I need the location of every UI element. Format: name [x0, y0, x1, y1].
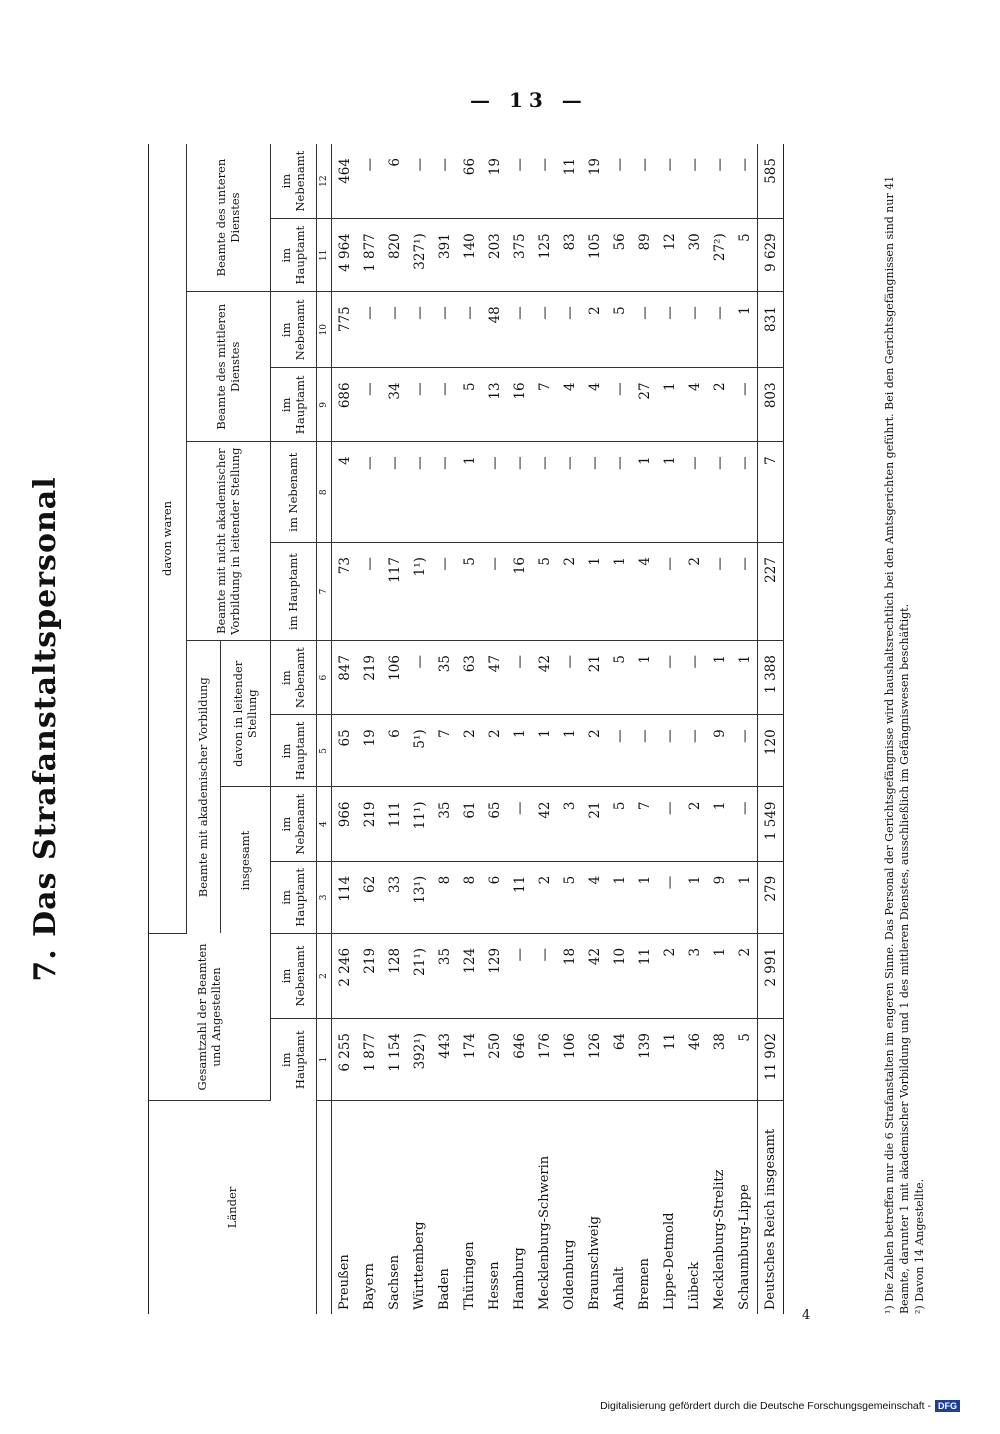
table-row	[532, 144, 557, 1314]
table-cell: 33	[382, 861, 407, 933]
table-cell: 48	[482, 292, 507, 368]
table-cell: —	[682, 144, 707, 219]
col-header-hauptamt: im Hauptamt	[271, 543, 317, 641]
table-cell: 27	[632, 368, 657, 442]
col-number: 12	[317, 144, 332, 219]
table-cell: 11¹)	[407, 787, 432, 861]
table-cell: 775	[332, 292, 358, 368]
table-cell: 1	[732, 861, 758, 933]
land-name: Baden	[437, 1268, 452, 1310]
table-cell: 117	[382, 543, 407, 641]
table-cell: 128	[382, 933, 407, 1018]
land-name: Württemberg	[412, 1221, 427, 1310]
col-header-nebenamt: im Nebenamt	[271, 787, 317, 861]
table-cell: 16	[507, 368, 532, 442]
land-name: Mecklenburg-Schwerin	[537, 1155, 552, 1310]
table-cell: —	[682, 641, 707, 715]
table-cell: 646	[507, 1018, 532, 1100]
table-cell: 42	[532, 641, 557, 715]
table-cell: 1 877	[357, 219, 382, 292]
table-cell: —	[482, 543, 507, 641]
table-cell: 7	[432, 715, 457, 787]
col-header-hauptamt: im Hauptamt	[271, 219, 317, 292]
dfg-logo: DFG	[935, 1400, 960, 1412]
col-number: 9	[317, 368, 332, 442]
table-cell: —	[432, 442, 457, 543]
table-cell: 1	[632, 641, 657, 715]
table-cell: 1	[607, 543, 632, 641]
table-row	[707, 144, 732, 1314]
table-cell: 1	[657, 442, 682, 543]
table-cell: —	[707, 144, 732, 219]
table-row	[582, 144, 607, 1314]
col-header-insgesamt: insgesamt	[221, 787, 271, 933]
table-cell: 21	[582, 787, 607, 861]
table-cell: 820	[382, 219, 407, 292]
table-cell: 11	[632, 933, 657, 1018]
table-cell: —	[407, 292, 432, 368]
table-cell: 124	[457, 933, 482, 1018]
table-cell: —	[682, 442, 707, 543]
table-cell: 38	[707, 1018, 732, 1100]
table-cell: 47	[482, 641, 507, 715]
table-cell: 11	[507, 861, 532, 933]
table-cell: 1¹)	[407, 543, 432, 641]
table-cell: 5	[732, 219, 758, 292]
table-cell: 4	[557, 368, 582, 442]
table-cell: 56	[607, 219, 632, 292]
table-cell: —	[357, 543, 382, 641]
col-header-hauptamt: im Hauptamt	[271, 861, 317, 933]
table-cell: 114	[332, 861, 358, 933]
table-cell: —	[532, 144, 557, 219]
table-cell: —	[557, 292, 582, 368]
table-cell: 19	[482, 144, 507, 219]
table-cell: —	[657, 641, 682, 715]
col-header-nebenamt: im Nebenamt	[271, 292, 317, 368]
land-name: Deutsches Reich insgesamt	[758, 1101, 784, 1315]
land-name: Mecklenburg-Strelitz	[712, 1169, 727, 1310]
table-cell: 61	[457, 787, 482, 861]
table-cell: 62	[357, 861, 382, 933]
table-cell: 585	[758, 144, 784, 219]
table-cell: 4 964	[332, 219, 358, 292]
table-cell: 7	[632, 787, 657, 861]
table-cell: 106	[557, 1018, 582, 1100]
table-cell: 1	[707, 933, 732, 1018]
table-cell: 21¹)	[407, 933, 432, 1018]
table-cell: 1	[707, 641, 732, 715]
col-number: 5	[317, 715, 332, 787]
land-name: Bayern	[362, 1263, 377, 1310]
table-cell: 13¹)	[407, 861, 432, 933]
table-cell: 106	[382, 641, 407, 715]
table-cell: 42	[582, 933, 607, 1018]
table-cell: —	[457, 292, 482, 368]
table-cell: 375	[507, 219, 532, 292]
table-cell: 3	[557, 787, 582, 861]
table-cell: —	[507, 144, 532, 219]
personnel-table	[148, 144, 784, 1314]
col-number: 6	[317, 641, 332, 715]
table-cell: 219	[357, 787, 382, 861]
table-cell: 686	[332, 368, 358, 442]
table-cell: 1	[732, 292, 758, 368]
table-cell: 19	[357, 715, 382, 787]
col-header-nicht-akad: Beamte mit nicht akademischer Vorbildung in leitender Stellung	[187, 442, 271, 641]
table-cell: 3	[682, 933, 707, 1018]
table-cell: 16	[507, 543, 532, 641]
table-cell: 4	[632, 543, 657, 641]
table-cell: 2	[657, 933, 682, 1018]
table-cell: —	[482, 442, 507, 543]
table-cell: —	[657, 715, 682, 787]
table-cell: 203	[482, 219, 507, 292]
table-cell: 464	[332, 144, 358, 219]
table-cell: 2	[532, 861, 557, 933]
table-cell: 1 877	[357, 1018, 382, 1100]
col-header-untere: Beamte des unteren Dienstes	[187, 144, 271, 292]
table-cell: —	[557, 442, 582, 543]
page-number-left: 4	[802, 1308, 811, 1323]
land-name: Lippe-Detmold	[662, 1212, 677, 1310]
footnotes	[883, 144, 928, 1314]
table-cell: 5	[607, 641, 632, 715]
table-cell: —	[682, 292, 707, 368]
col-number: 2	[317, 933, 332, 1018]
table-cell: —	[382, 292, 407, 368]
table-cell: 219	[357, 641, 382, 715]
table-cell: 5¹)	[407, 715, 432, 787]
table-cell: 105	[582, 219, 607, 292]
table-row	[332, 144, 358, 1314]
col-number: 3	[317, 861, 332, 933]
land-name: Schaumburg-Lippe	[737, 1184, 752, 1310]
table-cell: 63	[457, 641, 482, 715]
table-cell: 2	[582, 292, 607, 368]
table-cell: 5	[457, 543, 482, 641]
table-cell: 1 154	[382, 1018, 407, 1100]
table-cell: 11	[657, 1018, 682, 1100]
table-cell: —	[507, 292, 532, 368]
col-number: 10	[317, 292, 332, 368]
col-header-gesamtzahl: Gesamtzahl der Beamten und Angestellten	[149, 933, 271, 1100]
table-row	[657, 144, 682, 1314]
table-cell: 27²)	[707, 219, 732, 292]
table-row	[432, 144, 457, 1314]
table-cell: —	[657, 144, 682, 219]
land-name: Braunschweig	[587, 1216, 602, 1310]
table-cell: 129	[482, 933, 507, 1018]
table-cell: 250	[482, 1018, 507, 1100]
col-header-laender: Länder	[149, 1101, 317, 1315]
table-cell: 4	[682, 368, 707, 442]
table-cell: 2	[582, 715, 607, 787]
table-cell: —	[707, 292, 732, 368]
table-cell: 7	[758, 442, 784, 543]
table-cell: —	[657, 292, 682, 368]
table-cell: 4	[582, 861, 607, 933]
table-cell: 2 991	[758, 933, 784, 1018]
col-header-akad: Beamte mit akademischer Vorbildung	[187, 641, 221, 934]
table-cell: 4	[332, 442, 358, 543]
table-cell: 4	[582, 368, 607, 442]
table-cell: —	[607, 442, 632, 543]
table-cell: —	[732, 368, 758, 442]
land-name: Anhalt	[612, 1266, 627, 1310]
table-cell: 73	[332, 543, 358, 641]
table-cell: 1 388	[758, 641, 784, 715]
table-cell: —	[632, 292, 657, 368]
table-row	[507, 144, 532, 1314]
table-row	[382, 144, 407, 1314]
footer-credit-text: Digitalisierung gefördert durch die Deutsche Forschungsgemeinschaft -	[600, 1400, 931, 1412]
land-name: Preußen	[337, 1254, 352, 1310]
table-cell: —	[532, 933, 557, 1018]
table-cell: 1	[632, 861, 657, 933]
table-cell: 2	[557, 543, 582, 641]
table-cell: 65	[332, 715, 358, 787]
table-cell: —	[407, 144, 432, 219]
table-cell: —	[532, 292, 557, 368]
table-row	[682, 144, 707, 1314]
table-cell: 2	[457, 715, 482, 787]
land-name: Oldenburg	[562, 1239, 577, 1310]
table-cell: 9 629	[758, 219, 784, 292]
table-cell: 392¹)	[407, 1018, 432, 1100]
col-header-davon-leitend: davon in leitender Stellung	[221, 641, 271, 787]
table-cell: 1	[732, 641, 758, 715]
col-number: 11	[317, 219, 332, 292]
col-header-mittlere: Beamte des mittleren Dienstes	[187, 292, 271, 442]
table-cell: 1	[557, 715, 582, 787]
table-cell: 12	[657, 219, 682, 292]
page-number: — 13 —	[470, 88, 588, 112]
table-cell: 139	[632, 1018, 657, 1100]
table-cell: 2	[682, 787, 707, 861]
col-header-hauptamt: im Hauptamt	[271, 1018, 317, 1100]
table-cell: 2	[482, 715, 507, 787]
table-cell: 30	[682, 219, 707, 292]
table-cell: 11	[557, 144, 582, 219]
table-cell: —	[732, 715, 758, 787]
table-cell: 2	[707, 368, 732, 442]
table-cell: —	[557, 641, 582, 715]
table-cell: —	[407, 641, 432, 715]
footer-credit	[600, 1400, 960, 1412]
table-cell: —	[357, 442, 382, 543]
footnote-1: ¹) Die Zahlen betreffen nur die 6 Strafanstalten im engeren Sinne. Das Personal der Gerichtsgefängnisse wird haushaltsrechtlich bei den Amtsgerichten geführt. Bei den Gerichtsgefängnissen sind nur 41 Beamte, darunter 1 mit akademischer Vorbildung und 1 des mittleren Dienstes, ausschließlich im Gefängniswesen beschäftigt.	[883, 175, 911, 1314]
table-cell: 6	[382, 715, 407, 787]
table-cell: 126	[582, 1018, 607, 1100]
table-cell: 2 246	[332, 933, 358, 1018]
table-cell: 174	[457, 1018, 482, 1100]
table-cell: —	[682, 715, 707, 787]
table-cell: 327¹)	[407, 219, 432, 292]
table-cell: —	[607, 144, 632, 219]
land-name: Hamburg	[512, 1247, 527, 1310]
table-cell: —	[732, 442, 758, 543]
land-name: Bremen	[637, 1258, 652, 1310]
table-cell: 803	[758, 368, 784, 442]
table-cell: —	[732, 144, 758, 219]
table-cell: 111	[382, 787, 407, 861]
rotated-table-block	[28, 144, 926, 1314]
table-cell: 46	[682, 1018, 707, 1100]
table-cell: 219	[357, 933, 382, 1018]
table-cell: 1	[607, 861, 632, 933]
table-cell: 89	[632, 219, 657, 292]
col-header-nebenamt: im Nebenamt	[271, 144, 317, 219]
table-cell: 8	[457, 861, 482, 933]
land-name: Lübeck	[687, 1261, 702, 1310]
table-cell: 391	[432, 219, 457, 292]
table-cell: —	[632, 144, 657, 219]
col-header-hauptamt: im Hauptamt	[271, 715, 317, 787]
table-cell: 83	[557, 219, 582, 292]
table-cell: 11 902	[758, 1018, 784, 1100]
table-cell: 9	[707, 861, 732, 933]
col-number: 1	[317, 1018, 332, 1100]
table-cell: —	[707, 543, 732, 641]
table-row	[482, 144, 507, 1314]
table-row	[607, 144, 632, 1314]
table-cell: 18	[557, 933, 582, 1018]
table-cell: 35	[432, 933, 457, 1018]
table-cell: 2	[732, 933, 758, 1018]
col-number: 4	[317, 787, 332, 861]
table-cell: 140	[457, 219, 482, 292]
table-cell: 64	[607, 1018, 632, 1100]
table-cell: 279	[758, 861, 784, 933]
table-cell: —	[707, 442, 732, 543]
table-cell: 6	[382, 144, 407, 219]
col-number-blank	[317, 1101, 332, 1315]
table-row	[357, 144, 382, 1314]
table-cell: 1	[532, 715, 557, 787]
table-cell: 5	[607, 292, 632, 368]
table-cell: —	[432, 292, 457, 368]
table-cell: 2	[682, 543, 707, 641]
table-cell: 1	[682, 861, 707, 933]
table-cell: 831	[758, 292, 784, 368]
table-cell: 10	[607, 933, 632, 1018]
table-cell: 176	[532, 1018, 557, 1100]
table-cell: 5	[557, 861, 582, 933]
table-cell: —	[657, 787, 682, 861]
table-cell: 227	[758, 543, 784, 641]
table-cell: —	[357, 144, 382, 219]
table-cell: 1	[457, 442, 482, 543]
table-cell: 847	[332, 641, 358, 715]
table-cell: 5	[532, 543, 557, 641]
table-cell: 19	[582, 144, 607, 219]
table-cell: 1	[632, 442, 657, 543]
table-cell: —	[582, 442, 607, 543]
table-cell: —	[632, 715, 657, 787]
table-cell: —	[657, 543, 682, 641]
table-row	[732, 144, 758, 1314]
table-cell: —	[507, 442, 532, 543]
table-row	[407, 144, 432, 1314]
col-header-davon-waren: davon waren	[149, 144, 187, 933]
table-cell: 13	[482, 368, 507, 442]
land-name: Hessen	[487, 1261, 502, 1310]
table-cell: 7	[532, 368, 557, 442]
table-cell: —	[507, 787, 532, 861]
table-cell: —	[657, 861, 682, 933]
total-row	[758, 144, 784, 1314]
col-header-nebenamt: im Nebenamt	[271, 933, 317, 1018]
table-cell: —	[532, 442, 557, 543]
table-cell: —	[357, 368, 382, 442]
table-cell: —	[357, 292, 382, 368]
table-cell: 1	[507, 715, 532, 787]
table-cell: 1	[582, 543, 607, 641]
table-cell: —	[407, 442, 432, 543]
table-cell: 1	[707, 787, 732, 861]
table-cell: —	[732, 787, 758, 861]
table-cell: —	[432, 368, 457, 442]
table-cell: 6	[482, 861, 507, 933]
table-cell: 5	[607, 787, 632, 861]
table-cell: —	[732, 543, 758, 641]
table-cell: —	[607, 715, 632, 787]
table-cell: —	[507, 641, 532, 715]
table-cell: —	[432, 543, 457, 641]
table-cell: —	[607, 368, 632, 442]
table-cell: 6 255	[332, 1018, 358, 1100]
table-cell: 5	[457, 368, 482, 442]
table-row	[557, 144, 582, 1314]
col-number: 8	[317, 442, 332, 543]
land-name: Thüringen	[462, 1241, 477, 1310]
footnote-2: ²) Davon 14 Angestellte.	[912, 1178, 926, 1314]
land-name: Sachsen	[387, 1254, 402, 1310]
col-header-hauptamt: im Hauptamt	[271, 368, 317, 442]
table-cell: 35	[432, 787, 457, 861]
table-cell: 34	[382, 368, 407, 442]
table-row	[457, 144, 482, 1314]
table-cell: 125	[532, 219, 557, 292]
table-cell: 1	[657, 368, 682, 442]
table-cell: 443	[432, 1018, 457, 1100]
col-header-nebenamt: im Nebenamt	[271, 442, 317, 543]
table-cell: 120	[758, 715, 784, 787]
table-cell: —	[507, 933, 532, 1018]
table-cell: 35	[432, 641, 457, 715]
table-cell: —	[432, 144, 457, 219]
table-cell: 966	[332, 787, 358, 861]
col-number: 7	[317, 543, 332, 641]
table-cell: 5	[732, 1018, 758, 1100]
table-cell: 66	[457, 144, 482, 219]
table-cell: 65	[482, 787, 507, 861]
page-title: 7. Das Strafanstaltspersonal	[28, 476, 63, 982]
table-cell: 9	[707, 715, 732, 787]
table-cell: 1 549	[758, 787, 784, 861]
table-cell: 42	[532, 787, 557, 861]
table-cell: —	[382, 442, 407, 543]
table-cell: 8	[432, 861, 457, 933]
col-header-nebenamt: im Nebenamt	[271, 641, 317, 715]
table-cell: —	[407, 368, 432, 442]
table-cell: 21	[582, 641, 607, 715]
table-row	[632, 144, 657, 1314]
